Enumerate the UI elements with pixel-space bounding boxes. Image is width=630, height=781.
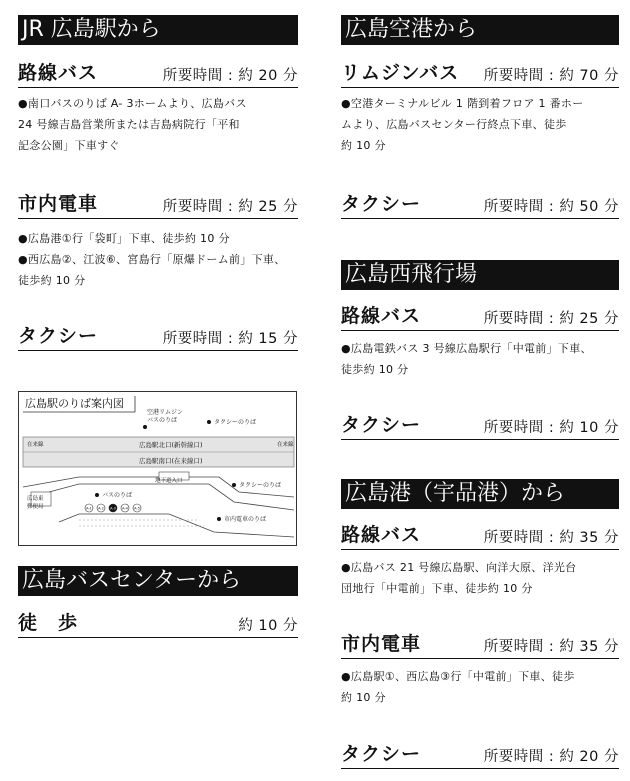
- port-tram-desc-line: 約 10 分: [341, 691, 386, 704]
- jr-bus-desc-line: ●南口バスのりば A- 3ホームより、広島バス: [18, 97, 247, 110]
- port-tram-row: [341, 633, 619, 659]
- port-bus-label: 路線バス: [341, 524, 422, 546]
- port-bus-description: [341, 557, 619, 599]
- west-airport-bus-time: 所要時間 : 約 25 分: [483, 311, 619, 327]
- map-stop-label: A-1: [86, 506, 92, 511]
- map-south-exit: 広島駅南口(在来線口): [139, 457, 203, 465]
- port-bus-desc-line: 団地行「中電前」下車、徒歩約 10 分: [341, 582, 533, 595]
- bus-center-walk-time: 約 10 分: [238, 618, 298, 634]
- west-airport-taxi-time: 所要時間 : 約 10 分: [483, 420, 619, 436]
- airport-taxi-time: 所要時間 : 約 50 分: [483, 199, 619, 215]
- map-taxi-top-marker: [207, 420, 211, 424]
- map-underground-entrance: 地下道入口: [155, 478, 183, 484]
- jr-bus-label: 路線バス: [18, 62, 99, 84]
- airport-heading: 広島空港から: [341, 15, 619, 45]
- west-airport-bus-desc-line: 徒歩約 10 分: [341, 363, 409, 376]
- map-bus-stop-label: バスのりば: [102, 492, 133, 499]
- map-taxi-bottom-label: タクシーのりば: [239, 482, 282, 489]
- west-airport-taxi-label: タクシー: [341, 414, 422, 436]
- port-bus-time: 所要時間 : 約 35 分: [483, 530, 619, 546]
- jr-tram-time: 所要時間 : 約 25 分: [162, 199, 298, 215]
- west-airport-bus-description: [341, 338, 619, 380]
- map-stop-label: A-4: [122, 506, 128, 511]
- map-bus-stop-marker: [95, 493, 99, 497]
- map-taxi-top-label: タクシーのりば: [214, 419, 257, 426]
- west-airport-bus-row: [341, 305, 619, 331]
- map-stop-label: A-5: [134, 506, 140, 511]
- port-bus-row: [341, 524, 619, 550]
- bus-center-walk-label: 徒 歩: [18, 612, 79, 634]
- port-taxi-time: 所要時間 : 約 20 分: [483, 749, 619, 765]
- west-airport-heading: 広島西飛行場: [341, 260, 619, 290]
- jr-tram-row: [18, 193, 298, 219]
- port-tram-time: 所要時間 : 約 35 分: [483, 639, 619, 655]
- map-north-exit: 広島駅北口(新幹線口): [139, 441, 203, 449]
- map-stop-label: A-2: [98, 506, 104, 511]
- west-airport-bus-label: 路線バス: [341, 305, 422, 327]
- west-airport-taxi-row: [341, 414, 619, 440]
- port-taxi-row: [341, 743, 619, 769]
- jr-bus-row: [18, 62, 298, 88]
- jr-hiroshima-heading: JR 広島駅から: [18, 15, 298, 45]
- jr-tram-desc-line: 徒歩約 10 分: [18, 274, 86, 287]
- airport-bus-desc-line: ムより、広島バスセンター行終点下車、徒歩: [341, 118, 567, 131]
- port-tram-desc-line: ●広島駅①、西広島③行「中電前」下車、徒歩: [341, 670, 575, 683]
- map-airport-bus-label2: バスのりば: [147, 417, 178, 424]
- jr-taxi-time: 所要時間 : 約 15 分: [162, 331, 298, 347]
- airport-bus-desc-line: 約 10 分: [341, 139, 386, 152]
- map-airport-bus-marker: [143, 425, 147, 429]
- jr-tram-desc-line: ●広島港①行「袋町」下車、徒歩約 10 分: [18, 232, 230, 245]
- airport-bus-desc-line: ●空港ターミナルビル 1 階到着フロア 1 番ホー: [341, 97, 584, 110]
- jr-tram-description: [18, 228, 298, 291]
- jr-taxi-row: [18, 325, 298, 351]
- airport-bus-label: リムジンバス: [341, 62, 460, 84]
- map-tram-stop-marker: [217, 517, 221, 521]
- airport-taxi-label: タクシー: [341, 193, 422, 215]
- airport-bus-time: 所要時間 : 約 70 分: [483, 68, 619, 84]
- jr-bus-description: [18, 93, 298, 156]
- port-taxi-label: タクシー: [341, 743, 422, 765]
- jr-bus-time: 所要時間 : 約 20 分: [162, 68, 298, 84]
- airport-bus-description: [341, 93, 619, 156]
- west-airport-bus-desc-line: ●広島電鉄バス 3 号線広島駅行「中電前」下車、: [341, 342, 592, 355]
- map-post-office: 広島東: [27, 496, 44, 502]
- map-title: 広島駅のりば案内図: [25, 397, 124, 410]
- jr-bus-desc-line: 24 号線吉島営業所または吉島病院行「平和: [18, 118, 240, 131]
- map-taxi-bottom-marker: [232, 483, 236, 487]
- map-airport-bus-label: 空港リムジン: [147, 409, 183, 416]
- bus-center-heading: 広島バスセンターから: [18, 566, 298, 596]
- port-tram-label: 市内電車: [341, 633, 422, 655]
- map-post-office-2: 郵便局: [27, 504, 44, 510]
- airport-bus-row: [341, 62, 619, 88]
- port-tram-description: [341, 666, 619, 708]
- airport-taxi-row: [341, 193, 619, 219]
- jr-tram-desc-line: ●西広島②、江波⑥、宮島行「原爆ドーム前」下車、: [18, 253, 286, 266]
- map-tram-stop-label: 市内電車のりば: [224, 516, 267, 523]
- port-bus-desc-line: ●広島バス 21 号線広島駅、向洋大原、洋光台: [341, 561, 577, 574]
- bus-center-walk-row: [18, 612, 298, 638]
- map-stop-label: A-3: [110, 506, 116, 511]
- jr-taxi-label: タクシー: [18, 325, 99, 347]
- jr-tram-label: 市内電車: [18, 193, 99, 215]
- map-zaichi-left: 在来線: [27, 442, 44, 448]
- station-map: [18, 391, 297, 546]
- jr-bus-desc-line: 記念公園」下車すぐ: [18, 139, 120, 152]
- map-zaichi-right: 在来線: [277, 442, 294, 448]
- port-heading: 広島港（宇品港）から: [341, 479, 619, 509]
- station-map-drawing: [19, 392, 298, 547]
